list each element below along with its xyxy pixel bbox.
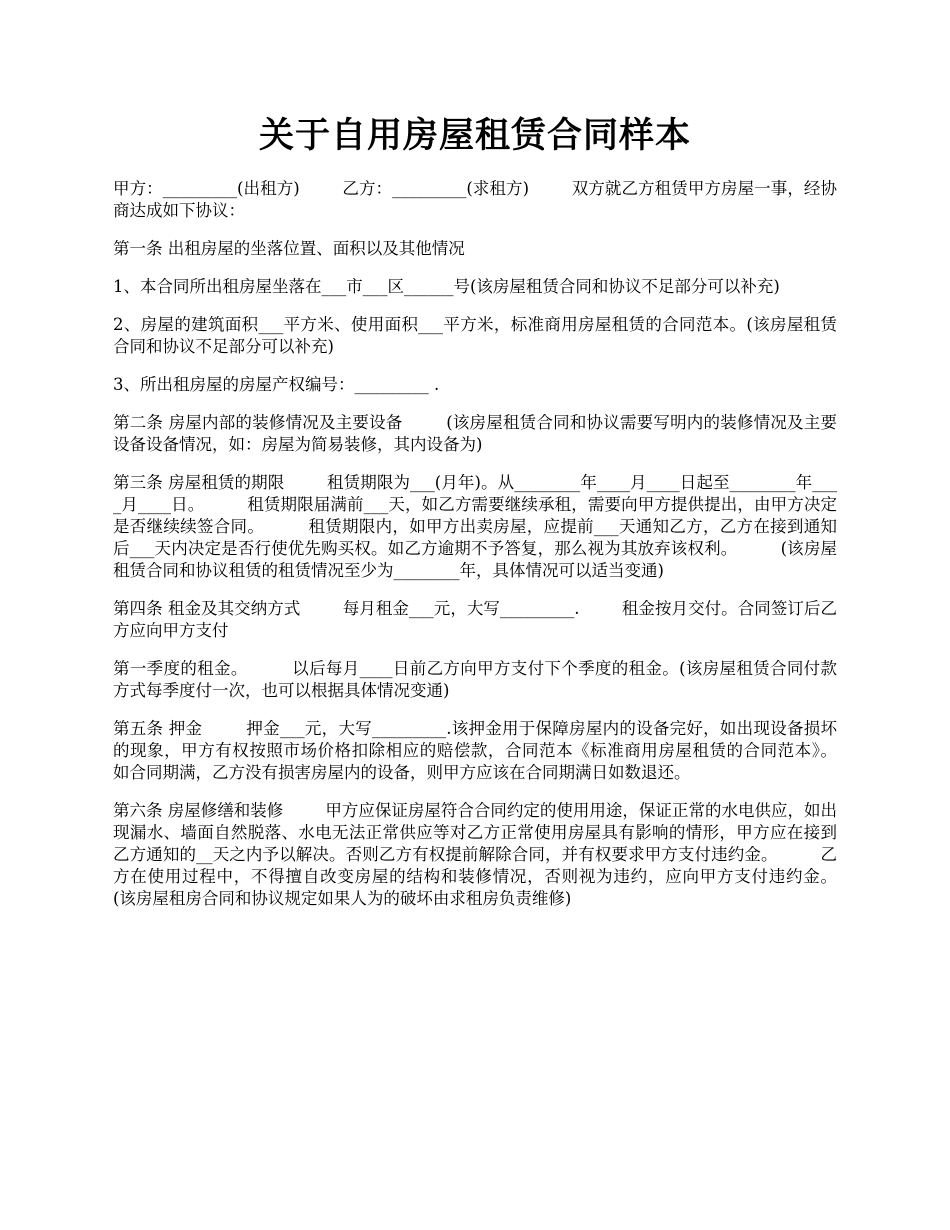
paragraph-article-1-item-2: 2、房屋的建筑面积___平方米、使用面积___平方米，标准商用房屋租赁的合同范本。(该房屋租赁合同和协议不足部分可以补充): [113, 315, 837, 356]
paragraph-article-1-item-1: 1、本合同所出租房屋坐落在___市___区______号(该房屋租赁合同和协议不足部分可以补充): [113, 277, 780, 296]
paragraph-article-5: 第五条 押金 押金___元，大写_________.该押金用于保障房屋内的设备完好，如出现设备损坏的现象，甲方有权按照市场价格扣除相应的赔偿款，合同范本《标准商用房屋租赁的合同范本》。 如合同期满，乙方没有损害房屋内的设备，则甲方应该在合同期满日如数退还。: [113, 719, 879, 782]
paragraph-article-1-item-3: 3、所出租房屋的房屋产权编号：_________ .: [113, 375, 440, 394]
paragraph-article-6: 第六条 房屋修缮和装修 甲方应保证房屋符合合同约定的使用用途，保证正常的水电供应，如出现漏水、墙面自然脱落、水电无法正常供应等对乙方正常使用房屋具有影响的情形，甲方应在接到乙方通知的__天之内予以解决。否则乙方有权提前解除合同，并有权要求甲方支付违约金。 乙方在使用过程中，不得擅自改变房屋的结构和装修情况，否则视为违约，应向甲方支付违约金。 (该房屋租房合同和协议规定如果人为的破坏由求租房负责维修): [113, 801, 879, 908]
paragraph-parties: 甲方：_________(出租方) 乙方：_________(求租方) 双方就乙方租赁甲方房屋一事，经协商达成如下协议：: [113, 179, 837, 220]
paragraph-article-3: 第三条 房屋租赁的期限 租赁期限为___(月年)。从________年____月____日起至________年____月____日。 租赁期限届满前___天，如乙方需要继续承租，需要向甲方提供提出，由甲方决定是否继续续签合同。 租赁期限内，如甲方出卖房屋，应提前___天通知乙方，乙方在接到通知后___天内决定是否行使优先购买权。如乙方逾期不予答复，那么视为其放弃该权利。 (该房屋租赁合同和协议租赁的租赁情况至少为________年，具体情况可以适当变通): [113, 473, 837, 580]
paragraph-article-2: 第二条 房屋内部的装修情况及主要设备 (该房屋租赁合同和协议需要写明内的装修情况及主要设备设备情况，如：房屋为简易装修，其内设备为): [113, 413, 837, 454]
document-title: 关于自用房屋租赁合同样本: [258, 115, 691, 156]
document-page: [113, 108, 879, 926]
paragraph-article-4: 第四条 租金及其交纳方式 每月租金___元，大写_________. 租金按月交付。合同签订后乙方应向甲方支付: [113, 599, 837, 640]
paragraph-first-quarter-rent: 第一季度的租金。 以后每月____日前乙方向甲方支付下个季度的租金。(该房屋租赁合同付款方式每季度付一次，也可以根据具体情况变通): [113, 659, 837, 700]
paragraph-article-1-heading: 第一条 出租房屋的坐落位置、面积以及其他情况: [113, 239, 465, 258]
